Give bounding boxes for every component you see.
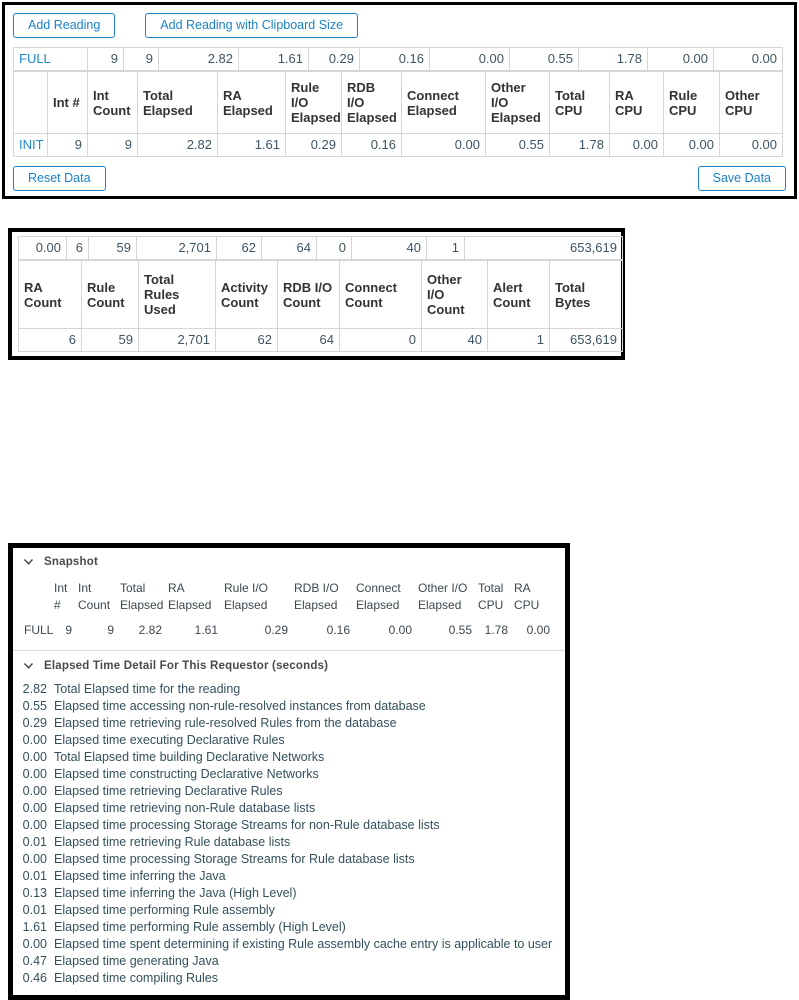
- counts-continuation-row: [19, 237, 623, 260]
- full-summary-table: [13, 47, 783, 71]
- snapshot-cell: 1.78: [484, 623, 508, 637]
- snapshot-cell: 9: [107, 623, 114, 637]
- add-reading-button[interactable]: Add Reading: [13, 13, 115, 38]
- init-row-cell: 1.61: [218, 134, 286, 157]
- snapshot-cell: 9: [65, 623, 72, 637]
- full-row-cell: 9: [124, 48, 159, 71]
- column-header: RDB I/O Count: [278, 261, 340, 329]
- detail-label: Elapsed time inferring the Java (High Level): [54, 886, 297, 900]
- add-reading-with-clipboard-button[interactable]: Add Reading with Clipboard Size: [145, 13, 358, 38]
- full-row-cell: 1.78: [579, 48, 648, 71]
- detail-line: [21, 681, 557, 698]
- detail-line: [21, 885, 557, 902]
- detail-line: [21, 817, 557, 834]
- column-header: Int Count: [88, 72, 138, 134]
- column-header: RDB I/O Elapsed: [294, 581, 339, 612]
- detail-value: 0.00: [22, 750, 47, 764]
- column-header: Rule CPU: [664, 72, 720, 134]
- column-header: RDB I/O Elapsed: [342, 72, 402, 134]
- full-row-cell: 0.16: [360, 48, 430, 71]
- column-header: RA Count: [19, 261, 82, 329]
- counts-continuation-cell: 2,701: [137, 237, 217, 260]
- detail-value: 0.01: [22, 903, 47, 917]
- full-row-label: FULL: [14, 48, 88, 71]
- column-header: Total Elapsed: [120, 581, 164, 612]
- column-header: Other I/O Count: [422, 261, 488, 329]
- row-label-column-header: [21, 580, 51, 614]
- detail-line: [21, 732, 557, 749]
- detail-value: 0.47: [22, 954, 47, 968]
- detail-value: 0.00: [22, 852, 47, 866]
- detail-line: [21, 783, 557, 800]
- readings-table: [13, 71, 783, 157]
- full-row-cell: 1.61: [239, 48, 309, 71]
- column-header: Total CPU: [550, 72, 610, 134]
- detail-label: Elapsed time retrieving non-Rule database lists: [54, 801, 316, 815]
- detail-line: [21, 868, 557, 885]
- snapshot-cell: 1.61: [194, 623, 218, 637]
- chevron-down-icon: [23, 558, 34, 566]
- detail-value: 0.00: [22, 818, 47, 832]
- detail-line: [21, 715, 557, 732]
- column-header: Other I/O Elapsed: [486, 72, 550, 134]
- detail-line: [21, 851, 557, 868]
- init-row-cell: 0.16: [342, 134, 402, 157]
- counts-continuation-cell: 1: [427, 237, 465, 260]
- detail-label: Total Elapsed time for the reading: [54, 682, 241, 696]
- detail-value: 0.01: [22, 869, 47, 883]
- detail-label: Elapsed time generating Java: [54, 954, 219, 968]
- snapshot-cell: 0.29: [264, 623, 288, 637]
- snapshot-cell: 0.00: [388, 623, 412, 637]
- column-header: Int Count: [78, 581, 111, 612]
- section-divider: [13, 650, 565, 651]
- snapshot-cell: 0.16: [326, 623, 350, 637]
- snapshot-cell: 0.55: [448, 623, 472, 637]
- detail-line: [21, 749, 557, 766]
- counts-table: [18, 260, 623, 352]
- data-buttons-row: [13, 166, 786, 191]
- detail-value: 0.29: [22, 716, 47, 730]
- counts-cell: 59: [82, 329, 139, 352]
- detail-value: 0.00: [22, 767, 47, 781]
- column-header: Rule I/O Elapsed: [286, 72, 342, 134]
- counts-continuation-table: [18, 236, 623, 260]
- column-header: Total CPU: [478, 581, 504, 612]
- snapshot-section-header[interactable]: [21, 556, 557, 568]
- snapshot-cell: 2.82: [138, 623, 162, 637]
- detail-label: Elapsed time compiling Rules: [54, 971, 218, 985]
- detail-label: Elapsed time spent determining if existing Rule assembly cache entry is applicable to user: [54, 937, 553, 951]
- detail-line: [21, 834, 557, 851]
- snapshot-row-label: FULL: [24, 623, 54, 637]
- detail-value: 0.01: [22, 835, 47, 849]
- init-row-cell: 0.55: [486, 134, 550, 157]
- counts-cell: 653,619: [550, 329, 623, 352]
- detail-line: [21, 936, 557, 953]
- readings-panel: [2, 2, 797, 199]
- detail-label: Elapsed time constructing Declarative Networks: [54, 767, 319, 781]
- column-header: Int #: [48, 72, 88, 134]
- snapshot-table: [21, 580, 553, 639]
- counts-continuation-cell: 64: [262, 237, 317, 260]
- counts-continuation-cell: 59: [89, 237, 137, 260]
- counts-continuation-cell: 6: [67, 237, 89, 260]
- init-row-cell: 9: [48, 134, 88, 157]
- full-row-cell: 0.00: [648, 48, 714, 71]
- detail-label: Elapsed time accessing non-rule-resolved instances from database: [54, 699, 426, 713]
- init-row-label: INIT: [14, 134, 48, 157]
- reset-data-button[interactable]: Reset Data: [13, 166, 106, 191]
- detail-label: Elapsed time retrieving rule-resolved Rules from the database: [54, 716, 397, 730]
- detail-line: [21, 970, 557, 987]
- column-header: Connect Count: [340, 261, 422, 329]
- counts-continuation-cell: 40: [352, 237, 427, 260]
- full-row-cell: 0.29: [309, 48, 360, 71]
- detail-value: 0.00: [22, 784, 47, 798]
- init-row: [14, 134, 783, 157]
- column-header: RA Elapsed: [218, 72, 286, 134]
- column-header: Other I/O Elapsed: [418, 581, 468, 612]
- init-row-cell: 2.82: [138, 134, 218, 157]
- counts-continuation-cell: 0: [317, 237, 352, 260]
- column-header: Connect Elapsed: [402, 72, 486, 134]
- full-row-cell: 9: [88, 48, 124, 71]
- detail-label: Elapsed time processing Storage Streams for Rule database lists: [54, 852, 415, 866]
- counts-cell: 0: [340, 329, 422, 352]
- counts-continuation-cell: 653,619: [465, 237, 623, 260]
- init-row-cell: 1.78: [550, 134, 610, 157]
- full-row: [14, 48, 783, 71]
- snapshot-title: Snapshot: [44, 556, 98, 568]
- column-header: Total Rules Used: [139, 261, 216, 329]
- detail-line: [21, 902, 557, 919]
- column-header: Total Elapsed: [138, 72, 218, 134]
- detail-label: Elapsed time processing Storage Streams for non-Rule database lists: [54, 818, 440, 832]
- column-header: Int #: [54, 581, 68, 612]
- counts-panel: [8, 228, 625, 360]
- detail-value: 0.13: [22, 886, 47, 900]
- elapsed-detail-title: Elapsed Time Detail For This Requestor (seconds): [44, 660, 329, 672]
- detail-label: Elapsed time performing Rule assembly (High Level): [54, 920, 346, 934]
- detail-lines: [21, 681, 557, 987]
- counts-cell: 64: [278, 329, 340, 352]
- column-header: Total Bytes: [550, 261, 623, 329]
- readings-header-row: [14, 72, 783, 134]
- init-row-cell: 0.00: [610, 134, 664, 157]
- full-row-cell: 0.00: [714, 48, 783, 71]
- detail-line: [21, 766, 557, 783]
- column-header: RA Elapsed: [168, 581, 212, 612]
- detail-value: 1.61: [22, 920, 47, 934]
- detail-value: 0.00: [22, 801, 47, 815]
- column-header: Alert Count: [488, 261, 550, 329]
- detail-line: [21, 800, 557, 817]
- counts-cell: 62: [216, 329, 278, 352]
- init-row-cell: 9: [88, 134, 138, 157]
- detail-line: [21, 698, 557, 715]
- detail-label: Elapsed time executing Declarative Rules: [54, 733, 285, 747]
- counts-continuation-cell: 0.00: [19, 237, 67, 260]
- detail-line: [21, 953, 557, 970]
- full-row-cell: 0.00: [430, 48, 510, 71]
- snapshot-full-row: [21, 614, 553, 639]
- counts-cell: 6: [19, 329, 82, 352]
- counts-header-row: [19, 261, 623, 329]
- detail-value: 0.00: [22, 937, 47, 951]
- full-row-cell: 2.82: [159, 48, 239, 71]
- column-header: RA CPU: [514, 581, 540, 612]
- detail-line: [21, 919, 557, 936]
- column-header: RA CPU: [610, 72, 664, 134]
- full-row-cell: 0.55: [510, 48, 579, 71]
- column-header: Rule Count: [82, 261, 139, 329]
- detail-value: 0.00: [22, 733, 47, 747]
- column-header: Rule I/O Elapsed: [224, 581, 269, 612]
- snapshot-header-row: [21, 580, 553, 614]
- counts-cell: 40: [422, 329, 488, 352]
- detail-value: 0.46: [22, 971, 47, 985]
- save-data-button[interactable]: Save Data: [698, 166, 786, 191]
- column-header: Connect Elapsed: [356, 581, 401, 612]
- counts-cell: 1: [488, 329, 550, 352]
- init-row-cell: 0.00: [402, 134, 486, 157]
- counts-continuation-cell: 62: [217, 237, 262, 260]
- init-row-cell: 0.00: [720, 134, 783, 157]
- column-header: Other CPU: [720, 72, 783, 134]
- init-row-cell: 0.00: [664, 134, 720, 157]
- add-buttons-row: [13, 13, 786, 38]
- detail-label: Total Elapsed time building Declarative Networks: [54, 750, 325, 764]
- detail-value: 2.82: [22, 682, 47, 696]
- column-header: Activity Count: [216, 261, 278, 329]
- counts-values-row: [19, 329, 623, 352]
- init-row-cell: 0.29: [286, 134, 342, 157]
- row-label-column-header: [14, 72, 48, 134]
- snapshot-panel: [8, 543, 570, 1000]
- detail-value: 0.55: [22, 699, 47, 713]
- detail-label: Elapsed time retrieving Declarative Rules: [54, 784, 283, 798]
- counts-cell: 2,701: [139, 329, 216, 352]
- detail-label: Elapsed time retrieving Rule database lists: [54, 835, 291, 849]
- chevron-down-icon: [23, 662, 34, 670]
- elapsed-detail-section-header[interactable]: [21, 660, 557, 672]
- detail-label: Elapsed time inferring the Java: [54, 869, 226, 883]
- detail-label: Elapsed time performing Rule assembly: [54, 903, 275, 917]
- snapshot-cell: 0.00: [526, 623, 550, 637]
